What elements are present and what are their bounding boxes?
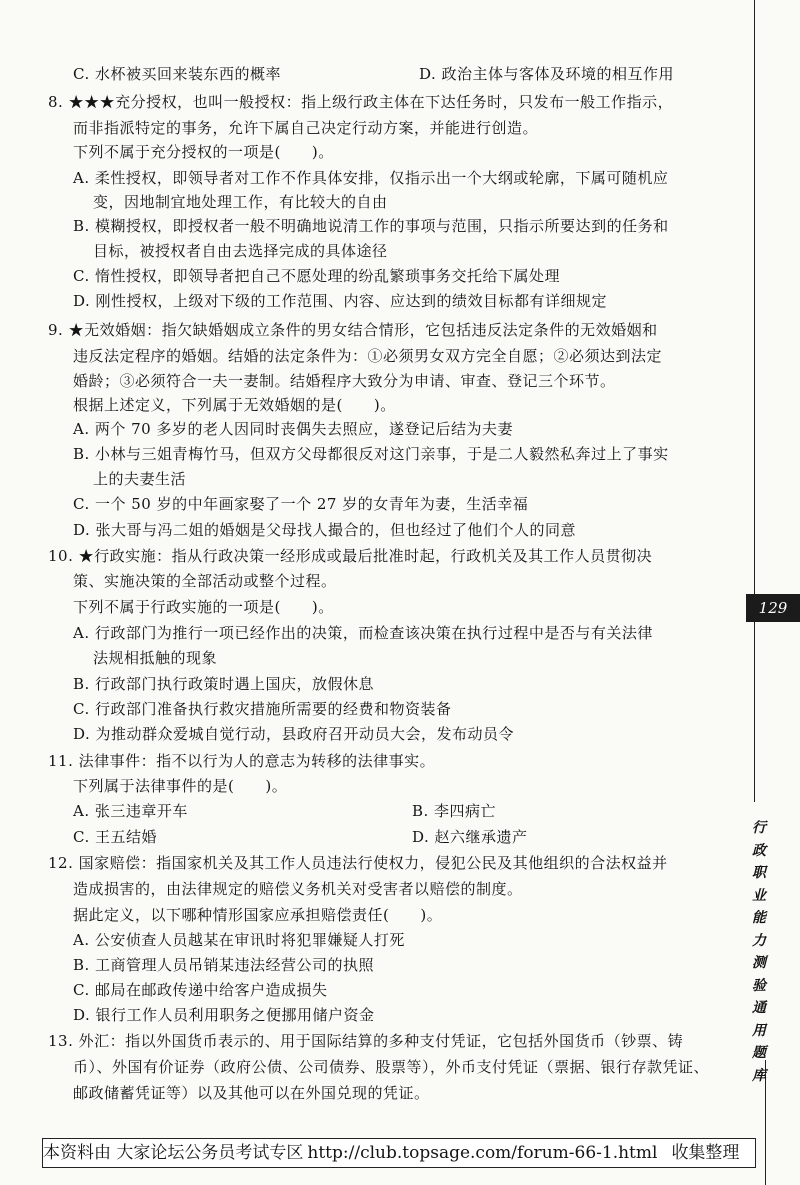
side-title-char: 测: [752, 955, 766, 971]
option-b: B. 模糊授权，即授权者一般不明确地说清工作的事项与范围，只指示所要达到的任务和: [73, 217, 669, 235]
question-10-stem: 10. ★行政实施：指从行政决策一经形成或最后批准时起，行政机关及其工作人员贯彻决: [48, 547, 653, 565]
option-c: C. 王五结婚: [73, 828, 157, 846]
text-line: 币）、外国有价证券（政府公债、公司债券、股票等），外币支付凭证（票据、银行存款凭证、: [73, 1058, 710, 1076]
option-c: C. 邮局在邮政传递中给客户造成损失: [73, 981, 328, 999]
text-line: 上的夫妻生活: [93, 470, 187, 488]
option-a: A. 公安侦查人员越某在审讯时将犯罪嫌疑人打死: [73, 931, 405, 949]
side-title-char: 力: [752, 932, 766, 949]
side-title-char: 验: [752, 977, 766, 994]
footer-prefix: 本资料由 大家论坛公务员考试专区: [43, 1143, 304, 1163]
text-line: 根据上述定义，下列属于无效婚姻的是( )。: [73, 396, 396, 414]
option-d: D. 赵六继承遗产: [412, 828, 528, 846]
option-b: B. 工商管理人员吊销某违法经营公司的执照: [73, 956, 375, 974]
text-line: 下列属于法律事件的是( )。: [73, 777, 288, 795]
text-line: 目标，被授权者自由去选择完成的具体途径: [93, 242, 388, 260]
side-title-char: 行: [752, 820, 766, 836]
option-c: C. 一个 50 岁的中年画家娶了一个 27 岁的女青年为妻，生活幸福: [73, 495, 529, 513]
side-title-char: 库: [752, 1067, 766, 1084]
option-d: D. 银行工作人员利用职务之便挪用储户资金: [73, 1006, 375, 1024]
question-13-stem: 13. 外汇：指以外国货币表示的、用于国际结算的多种支付凭证，它包括外国货币（钞票、铸: [48, 1032, 684, 1050]
option-a: A. 两个 70 多岁的老人因同时丧偶失去照应，遂登记后结为夫妻: [73, 420, 513, 438]
text-line: 邮政储蓄凭证等）以及其他可以在外国兑现的凭证。: [73, 1084, 430, 1102]
side-title-char: 用: [752, 1022, 766, 1039]
side-title-char: 题: [752, 1045, 766, 1061]
page-number: 129: [746, 594, 800, 622]
option-a: A. 张三违章开车: [73, 802, 188, 820]
margin-rule-top: [754, 0, 755, 594]
text-line: 造成损害的，由法律规定的赔偿义务机关对受害者以赔偿的制度。: [73, 880, 523, 898]
text-line: C. 水杯被买回来装东西的概率: [73, 65, 281, 83]
text-line: D. 政治主体与客体及环境的相互作用: [419, 65, 675, 83]
option-d: D. 刚性授权，上级对下级的工作范围、内容、应达到的绩效目标都有详细规定: [73, 292, 608, 310]
text-line: 策、实施决策的全部活动或整个过程。: [73, 572, 337, 590]
option-a: A. 行政部门为推行一项已经作出的决策，而检查该决策在执行过程中是否与有关法律: [73, 624, 653, 642]
text-line: 违反法定程序的婚姻。结婚的法定条件为：①必须男女双方完全自愿；②必须达到法定: [73, 347, 663, 365]
side-title-char: 通: [752, 1000, 766, 1016]
option-b: B. 李四病亡: [412, 802, 497, 820]
option-b: B. 行政部门执行政策时遇上国庆，放假休息: [73, 675, 375, 693]
option-b: B. 小林与三姐青梅竹马，但双方父母都很反对这门亲事，于是二人毅然私奔过上了事实: [73, 445, 669, 463]
question-9-stem: 9. ★无效婚姻：指欠缺婚姻成立条件的男女结合情形，它包括违反法定条件的无效婚姻和: [48, 321, 658, 339]
text-line: 据此定义，以下哪种情形国家应承担赔偿责任( )。: [73, 906, 443, 924]
margin-rule-mid: [754, 622, 755, 802]
option-c: C. 惰性授权，即领导者把自己不愿处理的纷乱繁琐事务交托给下属处理: [73, 267, 560, 285]
text-line: 下列不属于行政实施的一项是( )。: [73, 598, 334, 616]
text-line: 婚龄；③必须符合一夫一妻制。结婚程序大致分为申请、审查、登记三个环节。: [73, 372, 616, 390]
option-d: D. 为推动群众爱城自觉行动，县政府召开动员大会，发布动员令: [73, 725, 515, 743]
text-line: 而非指派特定的事务，允许下属自己决定行动方案，并能进行创造。: [73, 119, 539, 137]
question-11-stem: 11. 法律事件：指不以行为人的意志为转移的法律事实。: [48, 752, 436, 770]
footer-banner: [42, 1138, 756, 1168]
option-d: D. 张大哥与冯二姐的婚姻是父母找人撮合的，但也经过了他们个人的同意: [73, 521, 577, 539]
footer-url[interactable]: http://club.topsage.com/forum-66-1.html: [307, 1143, 658, 1163]
footer-suffix: 收集整理: [671, 1143, 740, 1163]
side-title-char: 业: [752, 887, 766, 904]
option-c: C. 行政部门准备执行救灾措施所需要的经费和物资装备: [73, 700, 452, 718]
side-title-char: 职: [752, 865, 766, 881]
side-title-char: 能: [752, 910, 766, 926]
text-line: 法规相抵触的现象: [93, 649, 218, 667]
question-8-stem: 8. ★★★充分授权，也叫一般授权：指上级行政主体在下达任务时，只发布一般工作指示，: [48, 93, 674, 111]
option-a: A. 柔性授权，即领导者对工作不作具体安排，仅指示出一个大纲或轮廓，下属可随机应: [73, 169, 669, 187]
question-12-stem: 12. 国家赔偿：指国家机关及其工作人员违法行使权力，侵犯公民及其他组织的合法权益并: [48, 854, 668, 872]
text-line: 变，因地制宜地处理工作，有比较大的自由: [93, 193, 388, 211]
text-line: 下列不属于充分授权的一项是( )。: [73, 143, 334, 161]
side-title-char: 政: [752, 842, 766, 859]
